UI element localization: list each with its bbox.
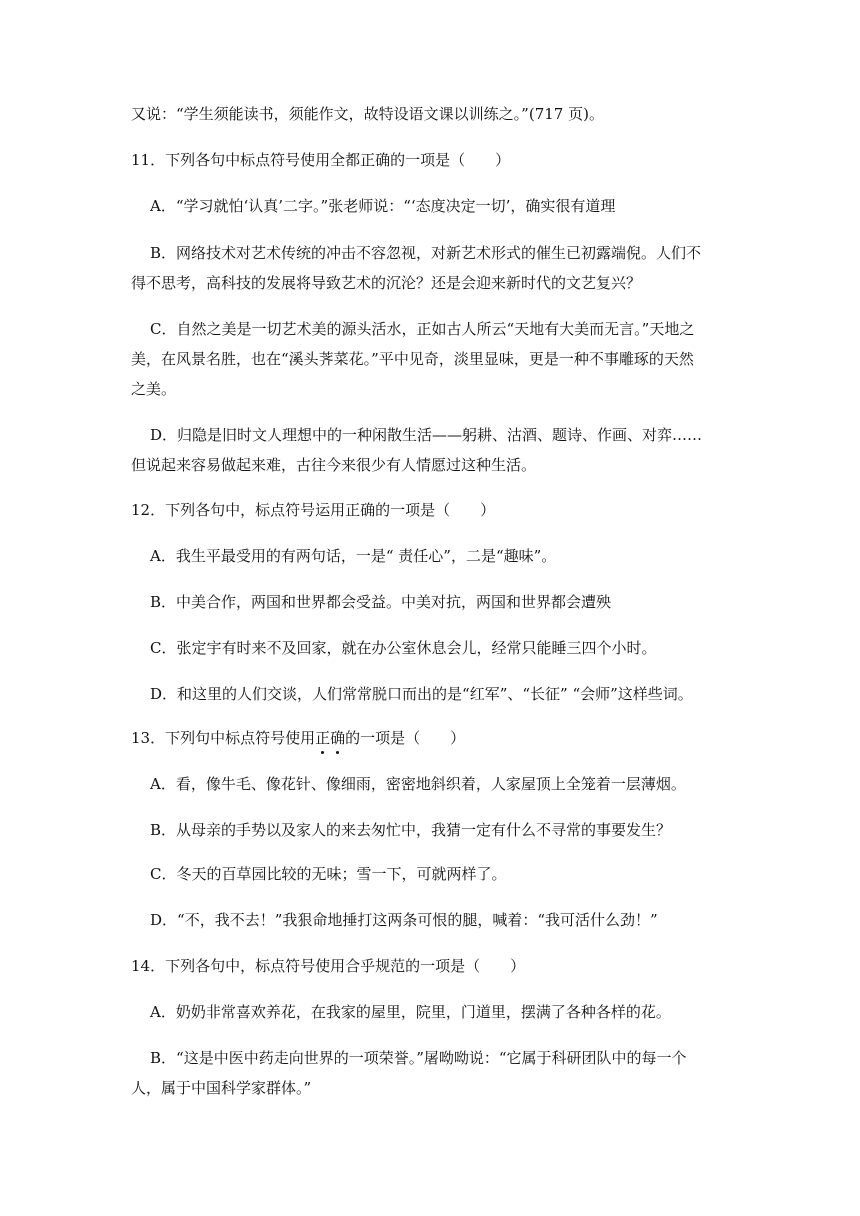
- question-11-stem: 11．下列各句中标点符号使用全都正确的一项是（ ）: [131, 151, 511, 169]
- question-11-option-b-line2: 得不思考，高科技的发展将导致艺术的沉沦？还是会迎来新时代的文艺复兴？: [131, 274, 642, 292]
- question-13-option-d: D．“不，我不去！”我狠命地捶打这两条可恨的腿，喊着：“我可活什么劲！”: [150, 911, 658, 929]
- question-14-option-b-line2: 人，属于中国科学家群体。”: [131, 1079, 312, 1097]
- question-12-option-d: D．和这里的人们交谈，人们常常脱口而出的是“红军”、“长征” “会师”这样些词。: [150, 685, 693, 703]
- question-12-option-b: B．中美合作，两国和世界都会受益。中美对抗，两国和世界都会遭殃: [150, 593, 612, 611]
- question-11-option-c-line2: 美，在风景名胜，也在“溪头荠菜花。”平中见奇，淡里显味，更是一种不事雕琢的天然: [131, 350, 694, 368]
- question-14-option-b-line1: B．“这是中医中药走向世界的一项荣誉。”屠呦呦说：“它属于科研团队中的每一个: [150, 1049, 687, 1067]
- question-13-option-c: C．冬天的百草园比较的无味；雪一下，可就两样了。: [150, 865, 507, 883]
- question-13-stem-start: 13．下列句中标点符号使用: [131, 729, 316, 747]
- emphasis-char-1: 正: [315, 729, 331, 747]
- question-13-option-a: A．看，像牛毛、像花针、像细雨，密密地斜织着，人家屋顶上全笼着一层薄烟。: [150, 775, 686, 793]
- question-13-stem-end: 的一项是（ ）: [345, 729, 466, 747]
- question-11-option-b-line1: B．网络技术对艺术传统的冲击不容忽视，对新艺术形式的催生已初露端倪。人们不: [150, 244, 702, 262]
- question-11-option-d-line2: 但说起来容易做起来难，古往今来很少有人情愿过这种生活。: [131, 456, 537, 474]
- question-14-option-a: A．奶奶非常喜欢养花，在我家的屋里，院里，门道里，摆满了各种各样的花。: [150, 1003, 671, 1021]
- question-12-stem: 12．下列各句中，标点符号运用正确的一项是（ ）: [131, 501, 496, 519]
- question-11-option-d-line1: D．归隐是旧时文人理想中的一种闲散生活——躬耕、沽酒、题诗、作画、对弈……: [150, 426, 703, 444]
- question-11-option-a: A．“学习就怕‘认真’二字。”张老师说：“‘态度决定一切’，确实很有道理: [150, 197, 616, 215]
- question-11-option-c-line3: 之美。: [131, 380, 177, 398]
- intro-text: 又说：“学生须能读书，须能作文，故特设语文课以训练之。”(717 页)。: [131, 105, 604, 123]
- question-11-option-c-line1: C．自然之美是一切艺术美的源头活水，正如古人所云“天地有大美而无言。”天地之: [150, 320, 695, 338]
- question-13-stem: [131, 728, 465, 748]
- question-13-option-b: B．从母亲的手势以及家人的来去匆忙中，我猜一定有什么不寻常的事要发生？: [150, 821, 672, 839]
- emphasis-char-2: 确: [330, 729, 346, 747]
- question-14-stem: 14．下列各句中，标点符号使用合乎规范的一项是（ ）: [131, 957, 526, 975]
- question-12-option-a: A．我生平最受用的有两句话，一是“ 责任心”，二是“趣味”。: [150, 547, 557, 565]
- question-12-option-c: C．张定宇有时来不及回家，就在办公室休息会儿，经常只能睡三四个小时。: [150, 639, 657, 657]
